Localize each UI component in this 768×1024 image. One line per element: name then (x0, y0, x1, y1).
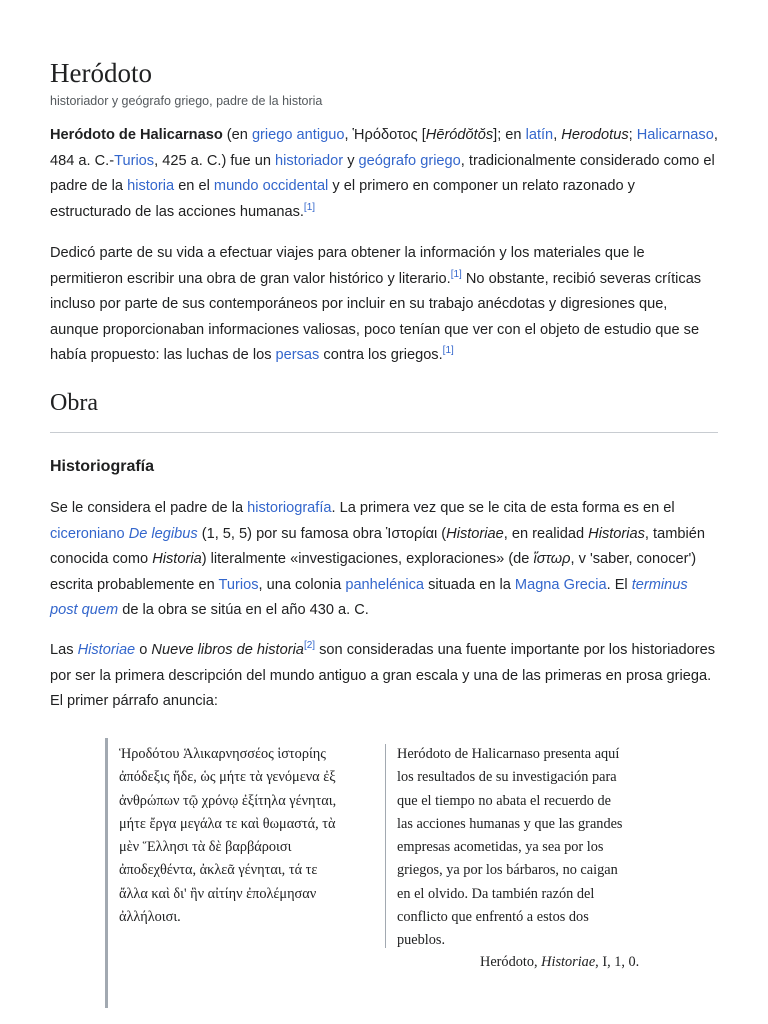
link-panhelenica[interactable]: panhelénica (345, 576, 425, 593)
italic-text: ἵστωρ (533, 551, 571, 567)
quote-line: que el tiempo no abata el recuerdo de (397, 792, 611, 809)
quote-line: los resultados de su investigación para (397, 769, 617, 786)
quote-line: empresas acometidas, ya sea por los (397, 839, 604, 856)
citation-author: Heródoto, (480, 954, 542, 970)
link-mundo-occidental[interactable]: mundo occidental (213, 178, 329, 194)
link-turios[interactable]: Turios (114, 152, 155, 169)
text: No obstante, recibió severas críticas incluso por parte de sus contemporáneos por incluir en su trabajo anécdotas y digresiones que, aunque proporcionaban informaciones valiosas, poco tenían que ver con el objeto de estudio que se había propuesto: las luchas de los (50, 270, 702, 363)
link-griego-antiguo[interactable]: griego antiguo (251, 127, 345, 143)
article-subject: Heródoto de Halicarnaso (50, 127, 223, 143)
section-heading-obra: Obra (50, 390, 98, 416)
greek-original-text (119, 743, 389, 929)
reference-1[interactable]: [1] (450, 268, 462, 280)
quote-line: Heródoto de Halicarnaso presenta aquí (397, 746, 620, 762)
page-title: Heródoto (50, 58, 152, 88)
text: en el (174, 178, 214, 194)
text: , Ἡρόδοτος [ (344, 127, 426, 143)
subsection-heading-historiografia: Historiografía (50, 458, 155, 475)
link-de-legibus[interactable] (129, 526, 198, 542)
quote-line: conflicto que enfrentó a estos dos (397, 909, 589, 926)
link-historiae[interactable] (78, 642, 136, 658)
intro-paragraph-2 (50, 241, 718, 369)
transliteration: Hēródŏtŏs (425, 127, 494, 143)
link-historia[interactable]: historia (127, 178, 175, 194)
quote-line: ἀνθρώπων τῷ χρόνῳ ἐξίτηλα γένηται, (119, 792, 337, 809)
link-label: terminus post quem (50, 576, 688, 618)
quote-line: las acciones humanas y que las grandes (397, 815, 623, 832)
text: , tradicionalmente considerado como el padre de la (50, 152, 715, 194)
text: (en (222, 127, 252, 143)
text: , también conocida como (50, 525, 705, 567)
historiografia-paragraph-2 (50, 638, 718, 715)
citation-reference: , I, 1, 0. (595, 954, 640, 970)
quote-line: Ἡροδότου Ἁλικαρνησσέος ἱστορίης (119, 746, 326, 762)
link-latin[interactable]: latín (525, 127, 554, 143)
spanish-translation-text (397, 743, 667, 953)
quote-line: μὲν Ἕλλησι τὰ δὲ βαρβάροισι (119, 839, 292, 856)
text: Se le considera el padre de la (50, 500, 248, 516)
text: , 484 a. C.- (50, 127, 718, 169)
quote-citation (480, 951, 639, 974)
citation-work: Historiae (541, 954, 596, 970)
link-magna-grecia[interactable]: Magna Grecia (514, 576, 607, 593)
text: , (553, 127, 562, 143)
reference-2[interactable]: [2] (303, 640, 316, 652)
link-geografo-griego[interactable]: geógrafo griego (358, 152, 461, 169)
text: y el primero en componer un relato razonado y estructurado de las acciones humanas. (50, 178, 635, 220)
text: , en realidad (503, 525, 589, 542)
text: y (343, 152, 359, 169)
link-turios[interactable]: Turios (218, 576, 259, 593)
page-subtitle: historiador y geógrafo griego, padre de la historia (50, 94, 323, 108)
quote-line: ἄλλα καὶ δι' ἣν αἰτίην ἐπολέμησαν (119, 885, 317, 902)
text: Dedicó parte de su vida a efectuar viajes para obtener la información y los materiales que le permitieron escribir una obra de gran valor histórico y literario. (50, 245, 645, 287)
text: Las (50, 642, 78, 658)
link-ciceroniano[interactable]: ciceroniano (50, 525, 125, 542)
reference-1[interactable]: [1] (442, 345, 454, 357)
text: de la obra se sitúa en el año 430 a. C. (118, 602, 369, 618)
quote-line: pueblos. (397, 932, 446, 949)
text: , una colonia (258, 576, 346, 593)
link-historiador[interactable]: historiador (275, 152, 344, 169)
text: (1, 5, 5) por su famosa obra Ἱστορίαι ( (197, 525, 447, 542)
text: ; (628, 127, 637, 143)
section-divider (50, 432, 718, 433)
text: . La primera vez que se le cita de esta forma es en el (331, 500, 675, 516)
italic-text: Historias (588, 525, 645, 542)
text: . El (606, 576, 632, 593)
reference-1[interactable]: [1] (303, 201, 316, 213)
quote-line: griegos, ya por los bárbaros, no caigan (397, 862, 618, 879)
text: ]; en (493, 127, 526, 143)
quote-line: en el olvido. Da también razón del (397, 885, 595, 902)
link-persas[interactable]: persas (275, 347, 320, 363)
link-historiografia[interactable]: historiografía (247, 500, 332, 516)
quote-line: ἀπόδεξις ἥδε, ὡς μήτε τὰ γενόμενα ἐξ (119, 769, 336, 786)
latin-name: Herodotus (561, 127, 629, 143)
text: contra los griegos. (319, 347, 443, 363)
quote-line: μήτε ἔργα μεγάλα τε καὶ θωμαστά, τὰ (119, 815, 336, 832)
column-divider (385, 744, 386, 948)
quote-line: ἀλλήλοισι. (119, 909, 181, 926)
text: ) literalmente «investigaciones, exploraciones» (de (201, 551, 534, 567)
quote-bar (105, 738, 108, 1008)
text: o (135, 642, 152, 658)
link-halicarnaso[interactable]: Halicarnaso (636, 127, 714, 143)
intro-paragraph-1 (50, 123, 718, 225)
historiografia-paragraph-1 (50, 496, 718, 624)
link-label: Historiae (77, 642, 136, 658)
text: situada en la (424, 576, 515, 593)
text: , 425 a. C.) fue un (154, 152, 275, 169)
link-label: De legibus (128, 525, 198, 542)
italic-text: Nueve libros de historia (151, 642, 304, 658)
text: , v 'saber, conocer') escrita probablemente en (50, 551, 697, 593)
text: son consideradas una fuente importante por los historiadores por ser la primera descripción del mundo antiguo a gran escala y una de las primeras en prosa griega. El primer párrafo anuncia: (50, 642, 716, 709)
quote-line: ἀποδεχθέντα, ἀκλεᾶ γένηται, τά τε (119, 862, 318, 879)
italic-text: Historiae (446, 525, 504, 542)
italic-text: Historia (152, 551, 202, 567)
